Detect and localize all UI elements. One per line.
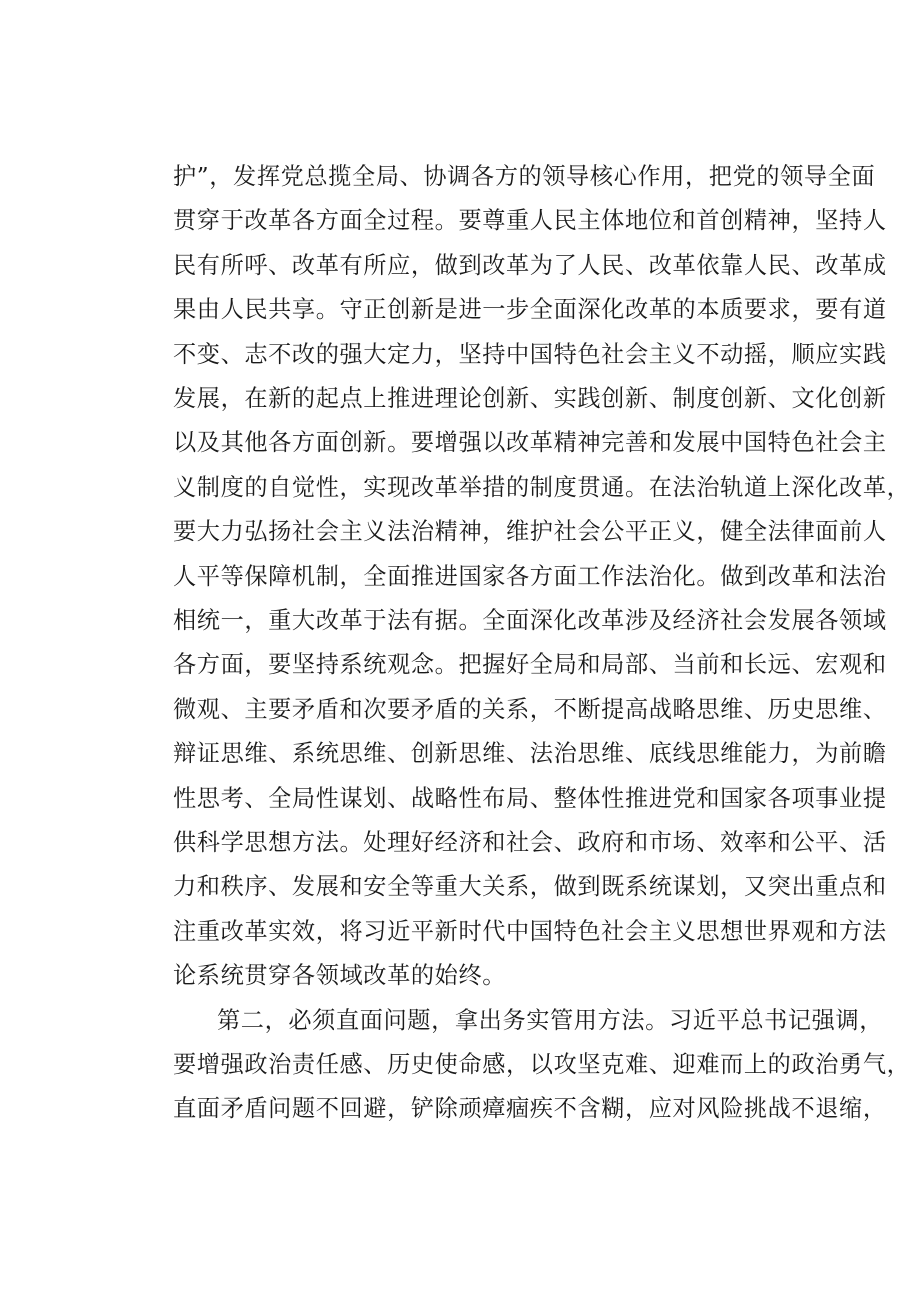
text-line: 义制度的自觉性，实现改革举措的制度贯通。在法治轨道上深化改革，: [173, 474, 911, 501]
text-line: 护”，发挥党总揽全局、协调各方的领导核心作用，把党的领导全面: [173, 163, 876, 190]
text-line: 要大力弘扬社会主义法治精神，维护社会公平正义，健全法律面前人: [173, 518, 887, 545]
text-line: 论系统贯穿各领域改革的始终。: [173, 962, 507, 989]
text-line: 相统一，重大改革于法有据。全面深化改革涉及经济社会发展各领域: [173, 607, 887, 634]
text-line: 性思考、全局性谋划、战略性布局、整体性推进党和国家各项事业提: [173, 785, 887, 812]
text-line: 民有所呼、改革有所应，做到改革为了人民、改革依靠人民、改革成: [173, 252, 887, 279]
text-line: 人平等保障机制，全面推进国家各方面工作法治化。做到改革和法治: [173, 563, 887, 590]
text-line: 不变、志不改的强大定力，坚持中国特色社会主义不动摇，顺应实践: [173, 341, 887, 368]
text-line: 辩证思维、系统思维、创新思维、法治思维、底线思维能力，为前瞻: [173, 740, 887, 767]
text-line: 力和秩序、发展和安全等重大关系，做到既系统谋划，又突出重点和: [173, 873, 887, 900]
text-line: 供科学思想方法。处理好经济和社会、政府和市场、效率和公平、活: [173, 829, 887, 856]
text-line: 以及其他各方面创新。要增强以改革精神完善和发展中国特色社会主: [173, 429, 887, 456]
text-line: 要增强政治责任感、历史使命感，以攻坚克难、迎难而上的政治勇气，: [173, 1051, 911, 1078]
text-line: 直面矛盾问题不回避，铲除顽瘴痼疾不含糊，应对风险挑战不退缩，: [173, 1095, 887, 1122]
text-line: 发展，在新的起点上推进理论创新、实践创新、制度创新、文化创新: [173, 385, 887, 412]
text-line: 微观、主要矛盾和次要矛盾的关系，不断提高战略思维、历史思维、: [173, 696, 887, 723]
paragraph-start-line: 第二，必须直面问题，拿出务实管用方法。习近平总书记强调，: [217, 1007, 884, 1034]
text-line: 贯穿于改革各方面全过程。要尊重人民主体地位和首创精神，坚持人: [173, 207, 887, 234]
text-line: 果由人民共享。守正创新是进一步全面深化改革的本质要求，要有道: [173, 296, 887, 323]
text-line: 各方面，要坚持系统观念。把握好全局和局部、当前和长远、宏观和: [173, 651, 887, 678]
text-line: 注重改革实效，将习近平新时代中国特色社会主义思想世界观和方法: [173, 918, 887, 945]
